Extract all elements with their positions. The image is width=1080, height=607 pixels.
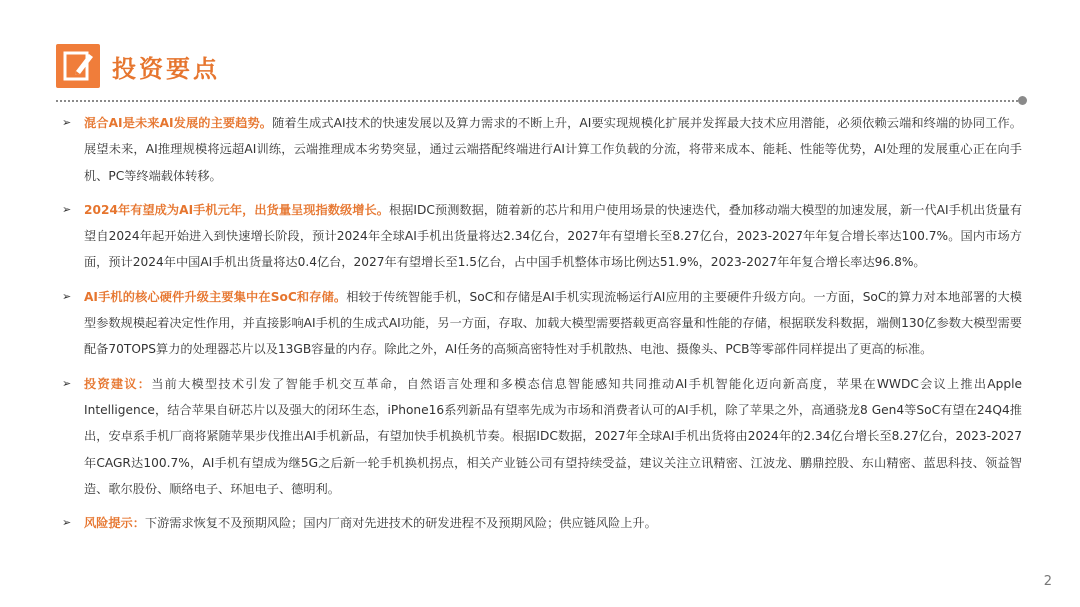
page-number: 2 (1043, 574, 1052, 589)
paragraph-highlight: 投资建议： (84, 376, 152, 391)
paragraph-text: 当前大模型技术引发了智能手机交互革命，自然语言处理和多模态信息智能感知共同推动AI手机智能化迈向新高度，苹果在WWDC会议上推出Apple Intelligence，结合苹果自研芯片以及强大的闭环生态，iPhone16系列新品有望率先成为市场和消费者认可的AI手机，除了苹果之外，高通骁龙8 Gen4等SoC有望在24Q4推出，安卓系手机厂商将紧随苹果步伐推出AI手机新品，有望加快手机换机节奏。根据IDC数据，2027年全球AI手机出货将由2024年的2.34亿台增长至8.27亿台，2023-2027年CAGR达100.7%，AI手机有望成为继5G之后新一轮手机换机拐点，相关产业链公司有望持续受益，建议关注立讯精密、江波龙、鹏鼎控股、东山精密、蓝思科技、领益智造、歌尔股份、顺络电子、环旭电子、德明利。 (84, 376, 1023, 496)
slide-header (56, 44, 220, 88)
divider-end-dot (1018, 96, 1027, 105)
arrow-bullet-icon: ➢ (62, 116, 72, 129)
arrow-bullet-icon: ➢ (62, 516, 72, 530)
arrow-bullet-icon: ➢ (62, 289, 72, 303)
paragraph-ai-phone-year (62, 197, 1022, 276)
header-divider (56, 100, 1022, 102)
paragraph-highlight: 混合AI是未来AI发展的主要趋势。 (84, 116, 273, 130)
paragraph-ai-trend (62, 110, 1022, 189)
arrow-bullet-icon: ➢ (62, 202, 72, 216)
paragraph-highlight: 风险提示： (84, 516, 145, 531)
edit-pencil-icon (56, 44, 100, 88)
paragraph-text: 相较于传统智能手机，SoC和存储是AI手机实现流畅运行AI应用的主要硬件升级方向。一方面，SoC的算力对本地部署的大模型参数规模起着决定性作用，并直接影响AI手机的生成式AI功能，另一方面，存取、加载大模型需要搭载更高容量和性能的存储，根据联发科数据，端侧130亿参数大模型需要配备70TOPS算力的处理器芯片以及13GB容量的内存。除此之外，AI任务的高频高密特性对手机散热、电池、摄像头、PCB等零部件同样提出了更高的标准。 (84, 289, 1022, 357)
paragraph-risk-warning (62, 510, 1022, 536)
paragraph-highlight: AI手机的核心硬件升级主要集中在SoC和存储。 (84, 289, 347, 304)
paragraph-text: 随着生成式AI技术的快速发展以及算力需求的不断上升，AI要实现规模化扩展并发挥最大技术应用潜能，必须依赖云端和终端的协同工作。展望未来，AI推理规模将远超AI训练，云端推理成本劣势突显，通过云端搭配终端进行AI计算工作负载的分流，将带来成本、能耗、性能等优势，AI处理的发展重心正在向手机、PC等终端载体转移。 (84, 116, 1022, 183)
paragraph-hardware-upgrade (62, 284, 1022, 363)
paragraph-highlight: 2024年有望成为AI手机元年，出货量呈现指数级增长。 (84, 202, 389, 217)
arrow-bullet-icon: ➢ (62, 376, 72, 390)
content-body (62, 110, 1022, 544)
page-title: 投资要点 (112, 53, 220, 83)
paragraph-investment-advice (62, 371, 1022, 502)
paragraph-text: 根据IDC预测数据，随着新的芯片和用户使用场景的快速迭代，叠加移动端大模型的加速发展，新一代AI手机出货量有望自2024年起开始进入到快速增长阶段，预计2024年全球AI手机出货量将达2.34亿台，2027年有望增长至8.27亿台，2023-2027年年复合增长率达100.7%。国内市场方面，预计2024年中国AI手机出货量将达0.4亿台，2027年有望增长至1.5亿台，占中国手机整体市场比例达51.9%，2023-2027年年复合增长率达96.8%。 (84, 202, 1023, 270)
paragraph-text: 下游需求恢复不及预期风险；国内厂商对先进技术的研发进程不及预期风险；供应链风险上升。 (144, 516, 657, 531)
